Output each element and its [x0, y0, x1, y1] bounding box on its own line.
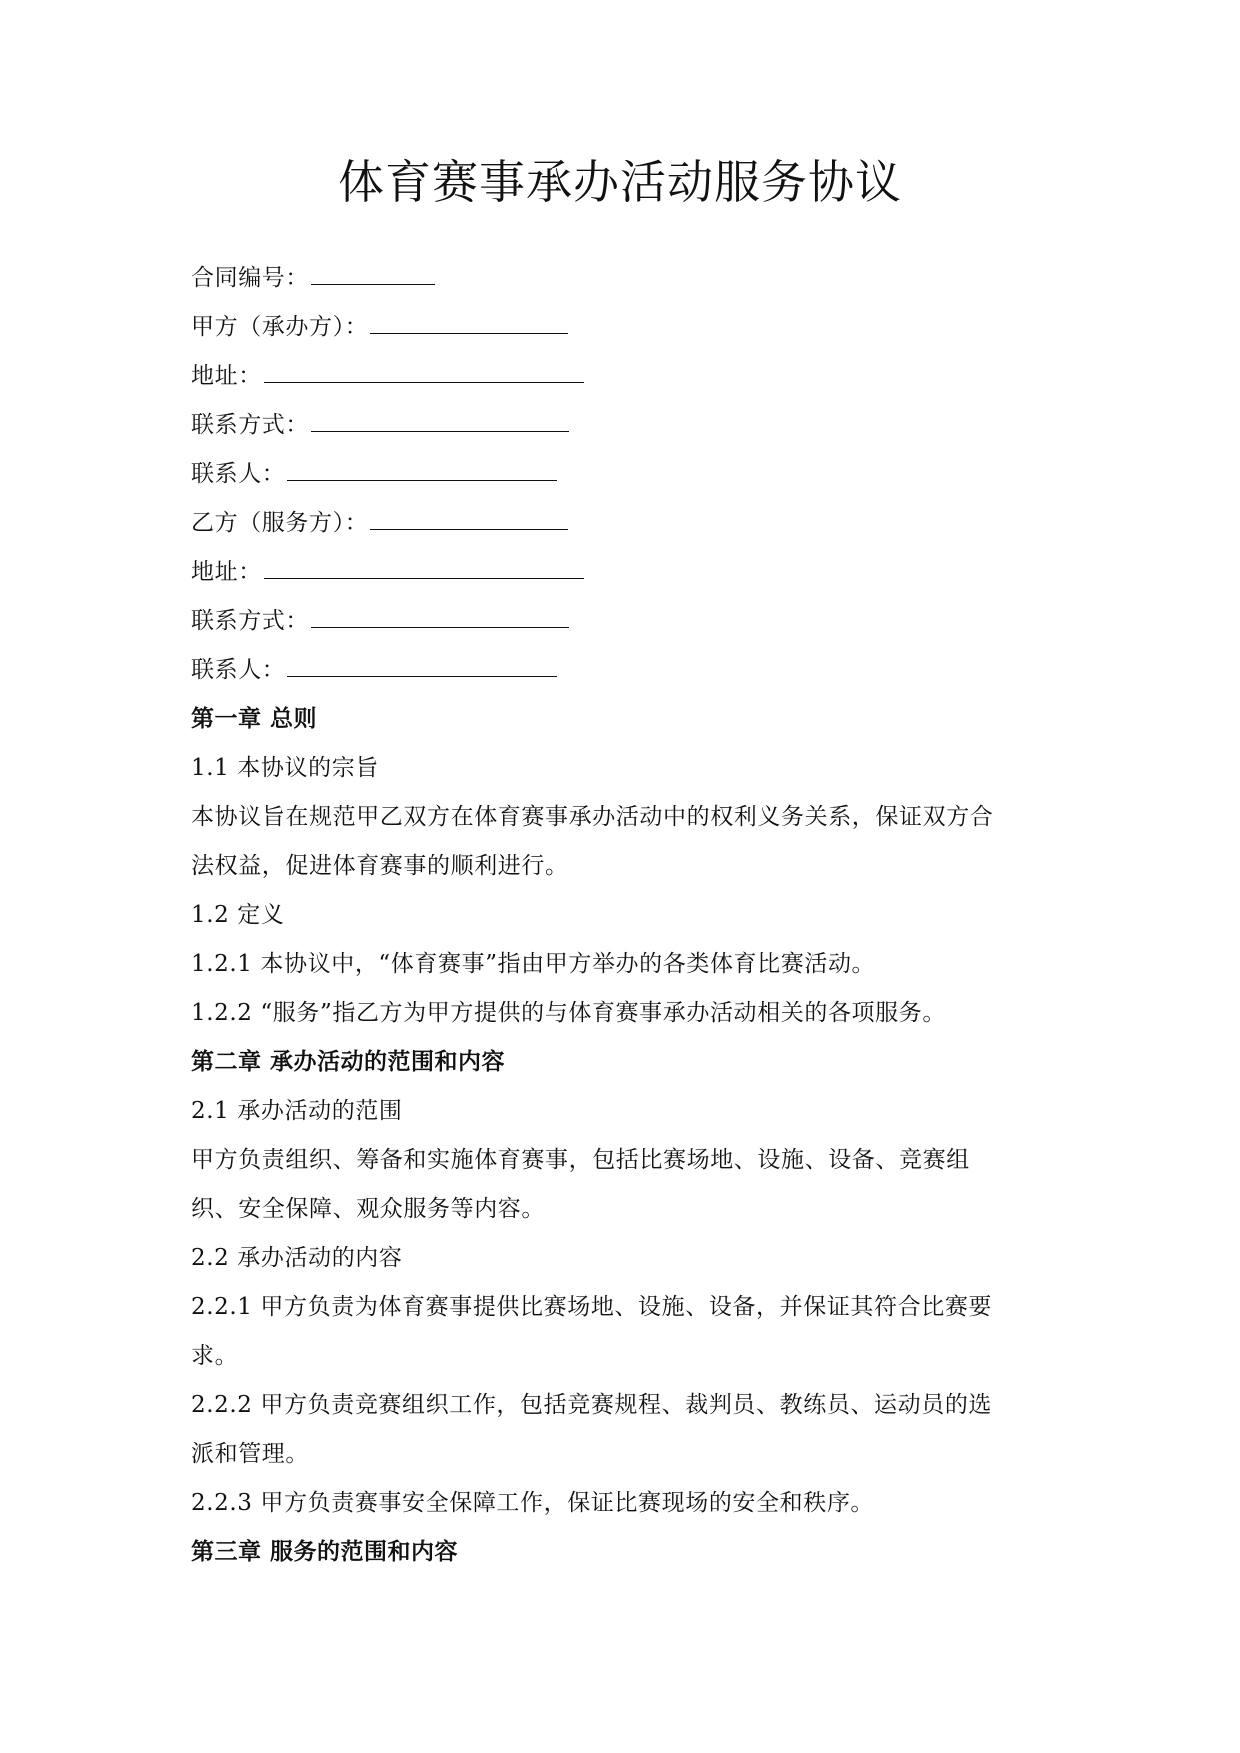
fill-blank[interactable] — [287, 654, 557, 677]
fill-blank[interactable] — [370, 507, 568, 530]
document-title: 体育赛事承办活动服务协议 — [338, 155, 902, 209]
field-label: 甲方（承办方）： — [191, 314, 369, 340]
clause: 2.2.3 甲方负责赛事安全保障工作，保证比赛现场的安全和秩序。 — [191, 1490, 875, 1516]
party-b-line — [191, 499, 1061, 548]
field-label: 联系方式： — [191, 608, 309, 634]
fill-blank[interactable] — [264, 360, 584, 383]
party-a-line — [191, 303, 1061, 352]
party-a-address-line — [191, 352, 1061, 401]
field-label: 地址： — [191, 559, 262, 585]
clause: 1.2.2 “服务”指乙方为甲方提供的与体育赛事承办活动相关的各项服务。 — [191, 1000, 946, 1026]
section-heading: 1.1 本协议的宗旨 — [191, 755, 379, 781]
chapter-heading: 第三章 服务的范围和内容 — [191, 1539, 459, 1565]
party-b-contact-person-line — [191, 646, 1061, 695]
clause: 求。 — [191, 1343, 239, 1369]
field-label: 联系人： — [191, 657, 286, 683]
chapter-heading: 第二章 承办活动的范围和内容 — [191, 1049, 506, 1075]
field-label: 地址： — [191, 363, 262, 389]
paragraph-line: 本协议旨在规范甲乙双方在体育赛事承办活动中的权利义务关系，保证双方合 — [191, 804, 994, 830]
contract-number-line — [191, 254, 1061, 303]
document-body — [191, 254, 1061, 1577]
party-b-contact-method-line — [191, 597, 1061, 646]
clause: 2.2.1 甲方负责为体育赛事提供比赛场地、设施、设备，并保证其符合比赛要 — [191, 1294, 993, 1320]
clause: 派和管理。 — [191, 1441, 309, 1467]
fill-blank[interactable] — [311, 409, 569, 432]
field-label: 联系人： — [191, 461, 286, 487]
fill-blank[interactable] — [287, 458, 557, 481]
fill-blank[interactable] — [264, 556, 584, 579]
fill-blank[interactable] — [311, 262, 435, 285]
paragraph-line: 甲方负责组织、筹备和实施体育赛事，包括比赛场地、设施、设备、竞赛组 — [191, 1147, 970, 1173]
fill-blank[interactable] — [311, 605, 569, 628]
paragraph-line: 织、安全保障、观众服务等内容。 — [191, 1196, 545, 1222]
section-heading: 2.2 承办活动的内容 — [191, 1245, 403, 1271]
section-heading: 2.1 承办活动的范围 — [191, 1098, 403, 1124]
party-a-contact-method-line — [191, 401, 1061, 450]
paragraph-line: 法权益，促进体育赛事的顺利进行。 — [191, 853, 569, 879]
field-label: 联系方式： — [191, 412, 309, 438]
clause: 2.2.2 甲方负责竞赛组织工作，包括竞赛规程、裁判员、教练员、运动员的选 — [191, 1392, 993, 1418]
section-heading: 1.2 定义 — [191, 902, 285, 928]
fill-blank[interactable] — [370, 311, 568, 334]
clause: 1.2.1 本协议中，“体育赛事”指由甲方举办的各类体育比赛活动。 — [191, 951, 876, 977]
party-a-contact-person-line — [191, 450, 1061, 499]
field-label: 合同编号： — [191, 265, 309, 291]
party-b-address-line — [191, 548, 1061, 597]
field-label: 乙方（服务方）： — [191, 510, 369, 536]
chapter-heading: 第一章 总则 — [191, 706, 318, 732]
